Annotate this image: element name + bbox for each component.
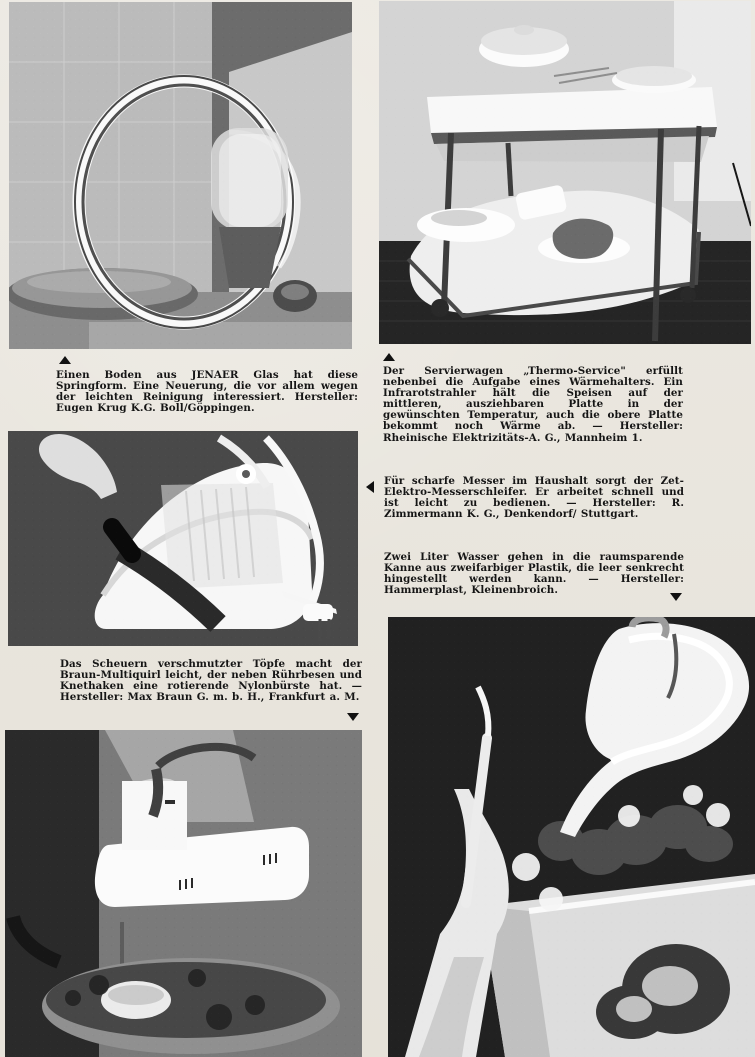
springform-caption-arrow — [59, 356, 71, 364]
servierwagen-illustration — [379, 1, 751, 344]
messer-caption-arrow — [366, 481, 374, 493]
braun-caption-arrow — [347, 713, 359, 721]
messer-caption: Für scharfe Messer im Haushalt sorgt der Zet-Elektro-Messerschleifer. Er arbeitet schnell und ist leicht zu bedienen. — Hersteller: R. Zimmermann K. G., Denkendorf/ Stuttgart. — [384, 475, 684, 521]
servierwagen-caption: Der Servierwagen „Thermo-Service" erfüllt nebenbei die Aufgabe eines Wärmehalters. Ein Infrarotstrahler hält die Speisen auf der mittleren, ausziehbaren Platte in der gewünschten Temperatur, auch die obere Platte bekommt noch Wärme ab. — Hersteller: Rheinische Elektrizitäts-A. G., Mannheim 1. — [383, 365, 683, 444]
messer-illustration — [8, 431, 358, 646]
kanne-photo — [388, 617, 755, 1057]
braun-photo — [5, 730, 362, 1057]
messer-photo — [8, 431, 358, 646]
kanne-caption: Zwei Liter Wasser gehen in die raumsparende Kanne aus zweifarbiger Plastik, die leer senkrecht hingestellt werden kann. — Hersteller: Hammerplast, Kleinenbroich. — [384, 551, 684, 597]
servierwagen-photo — [379, 1, 751, 344]
springform-photo — [9, 2, 352, 349]
servierwagen-caption-arrow — [383, 353, 395, 361]
springform-illustration — [9, 2, 352, 349]
kanne-caption-arrow — [670, 593, 682, 601]
kanne-illustration — [388, 617, 755, 1057]
braun-caption: Das Scheuern verschmutzter Töpfe macht der Braun-Multiquirl leicht, der neben Rührbesen und Knethaken eine rotierende Nylonbürste hat. — Hersteller: Max Braun G. m. b. H., Frankfurt a. M. — [60, 658, 362, 704]
springform-caption: Einen Boden aus JENAER Glas hat diese Springform. Eine Neuerung, die vor allem wegen der leichten Reinigung interessiert. Hersteller: Eugen Krug K.G. Boll/Göppingen. — [56, 369, 358, 415]
braun-illustration — [5, 730, 362, 1057]
